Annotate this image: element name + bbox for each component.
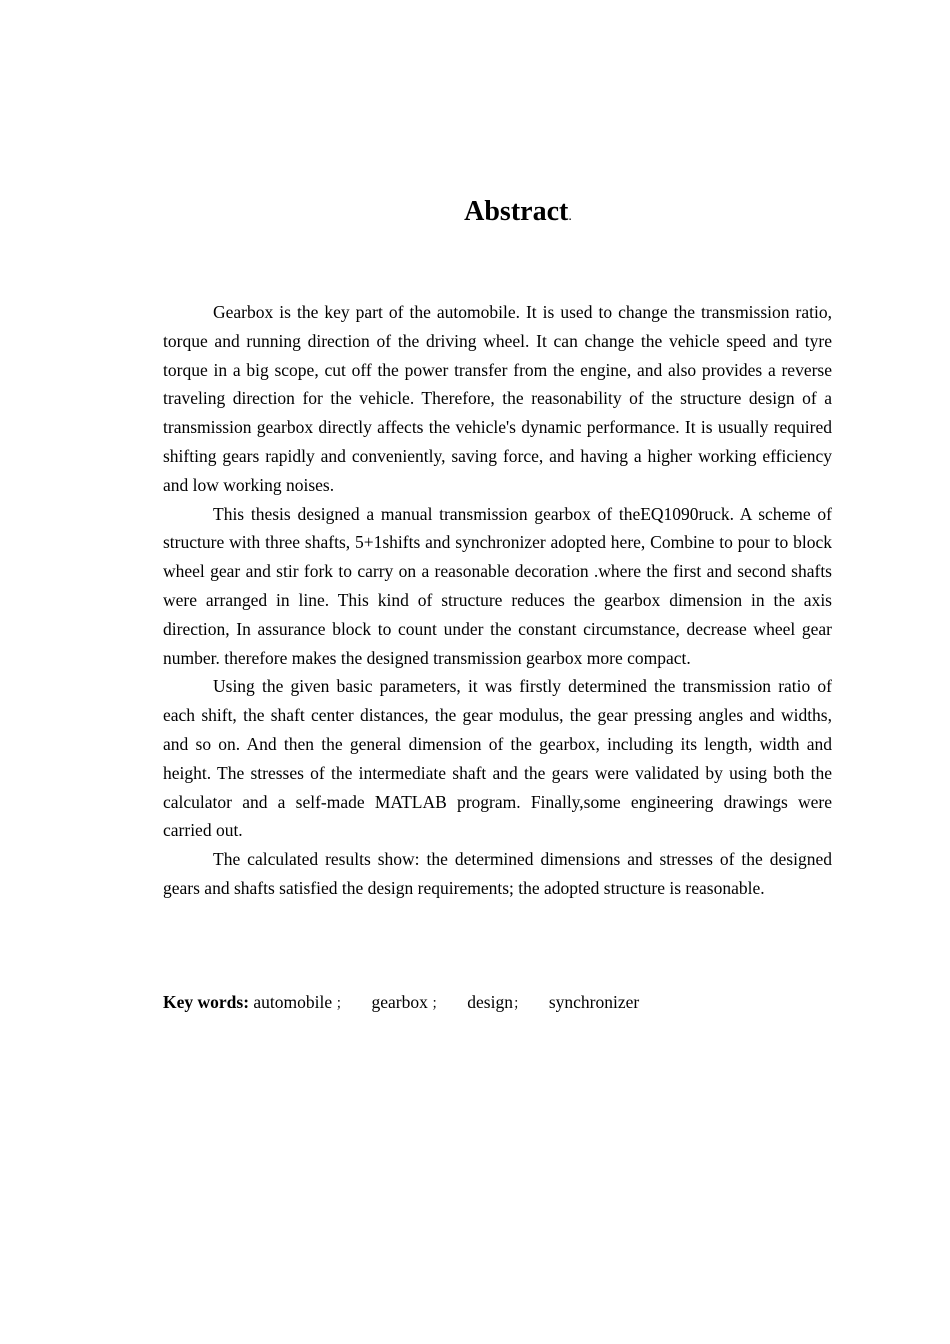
- keywords-label: Key words:: [163, 992, 250, 1012]
- keyword-design: design: [467, 992, 513, 1012]
- abstract-paragraph-3: Using the given basic parameters, it was firstly determined the transmission ratio of each shift, the shaft center distances, the gear modulus, the gear pressing angles and widths, and so on. And then the general dimension of the gearbox, including its length, width and height. The stresses of the intermediate shaft and the gears were validated by using both the calculator and a self-made MATLAB program. Finally,some engineering drawings were carried out.: [163, 676, 832, 841]
- abstract-paragraph-2: This thesis designed a manual transmission gearbox of theEQ1090ruck. A scheme of structure with three shafts, 5+1shifts and synchronizer adopted here, Combine to pour to block wheel gear and stir fork to carry on a reasonable decoration .where the first and second shafts were arranged in line. This kind of structure reduces the gearbox dimension in the axis direction, In assurance block to count under the constant circumstance, decrease wheel gear number. therefore makes the designed transmission gearbox more compact.: [163, 503, 832, 668]
- abstract-paragraph-4: The calculated results show: the determined dimensions and stresses of the designed gears and shafts satisfied the design requirements; the adopted structure is reasonable.: [163, 849, 832, 898]
- title-block: [0, 196, 950, 228]
- keyword-separator: ；: [427, 997, 446, 1012]
- keyword-gearbox: gearbox: [371, 992, 428, 1012]
- page-title: Abstract: [464, 196, 569, 227]
- abstract-body: [163, 298, 832, 903]
- title-suffix: .: [568, 209, 572, 224]
- keywords-line: [163, 988, 832, 1020]
- keyword-synchronizer: synchronizer: [548, 992, 640, 1012]
- keyword-separator: ；: [332, 997, 350, 1012]
- abstract-paragraph-1: Gearbox is the key part of the automobile. It is used to change the transmission ratio, torque and running direction of the driving wheel. It can change the vehicle speed and tyre torque in a big scope, cut off the power transfer from the engine, and also provides a reverse traveling direction for the vehicle. Therefore, the reasonability of the structure design of a transmission gearbox directly affects the vehicle's dynamic performance. It is usually required shifting gears rapidly and conveniently, saving force, and having a higher working efficiency and low working noises.: [163, 302, 832, 495]
- keyword-separator: ；: [512, 997, 527, 1012]
- keyword-automobile: automobile: [253, 992, 333, 1012]
